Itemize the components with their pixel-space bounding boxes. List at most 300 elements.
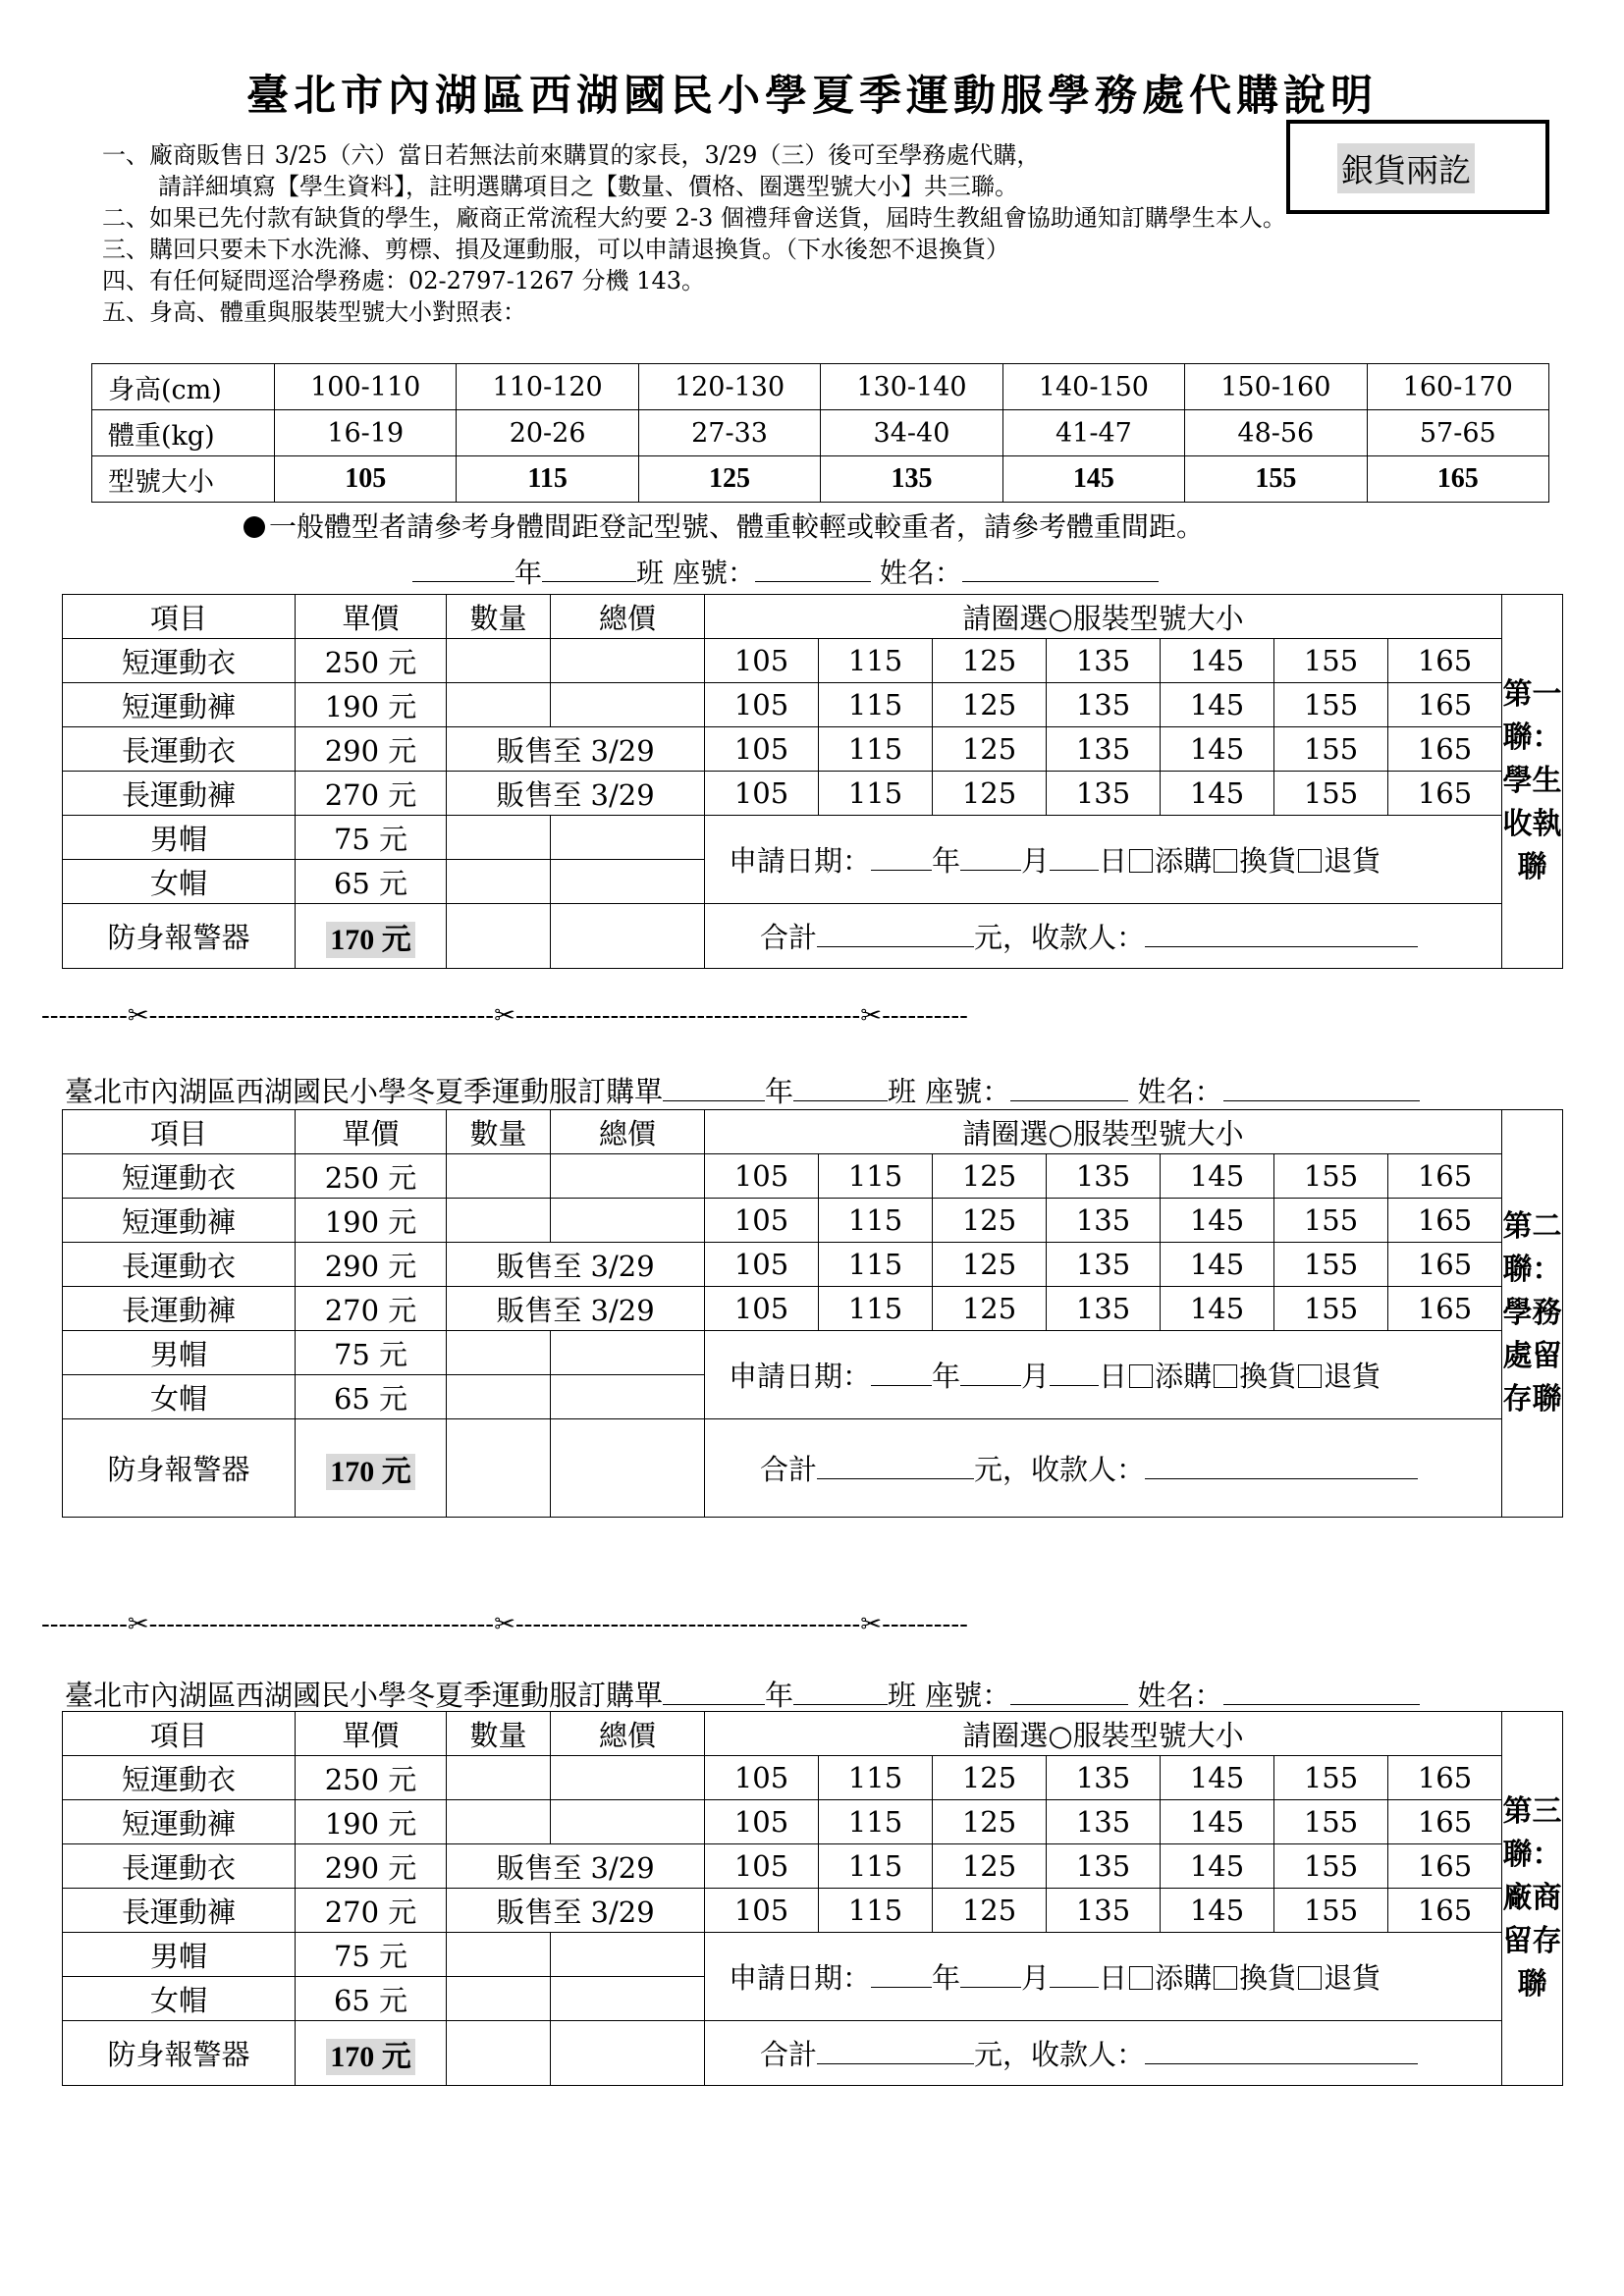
- year-blank[interactable]: [412, 557, 514, 582]
- size-option[interactable]: 105: [705, 639, 819, 683]
- item-price: 75 元: [296, 1933, 447, 1977]
- class-blank[interactable]: [542, 557, 636, 582]
- size-option[interactable]: 165: [1388, 1199, 1502, 1243]
- item-price: 270 元: [296, 772, 447, 816]
- qty-cell[interactable]: [447, 904, 551, 969]
- exchange-label: 換貨: [1239, 1360, 1297, 1393]
- order-header-2: [65, 1070, 1420, 1110]
- total-label: 合計: [760, 921, 818, 954]
- total-cell-row: [705, 1419, 1502, 1518]
- row-label: 身高(cm): [92, 364, 275, 410]
- qty-cell[interactable]: [447, 860, 551, 904]
- name-blank[interactable]: [1223, 1076, 1420, 1101]
- size-option[interactable]: 155: [1274, 1287, 1388, 1331]
- add-checkbox[interactable]: [1129, 1364, 1153, 1388]
- apply-month-blank[interactable]: [960, 1361, 1021, 1386]
- col-item: 項目: [63, 595, 296, 639]
- sale-note: 販售至 3/29: [447, 727, 705, 772]
- size-option[interactable]: 125: [933, 727, 1047, 772]
- seat-blank[interactable]: [1010, 1076, 1128, 1101]
- size-option[interactable]: 125: [933, 1844, 1047, 1889]
- item-name: 短運動褲: [63, 683, 296, 727]
- qty-cell[interactable]: [447, 1419, 551, 1518]
- order-form-copy-1: [62, 594, 1563, 969]
- sale-note: 販售至 3/29: [447, 1287, 705, 1331]
- item-row: [63, 816, 1563, 860]
- item-price: 270 元: [296, 1287, 447, 1331]
- size-option[interactable]: 135: [1047, 683, 1161, 727]
- receiver-label: 元，收款人：: [974, 1453, 1146, 1486]
- size-option[interactable]: 165: [1388, 1844, 1502, 1889]
- total-cell[interactable]: [551, 1199, 705, 1243]
- total-cell-row: [705, 2021, 1502, 2086]
- qty-cell[interactable]: [447, 683, 551, 727]
- return-checkbox[interactable]: [1298, 1364, 1322, 1388]
- size-option[interactable]: 135: [1047, 1287, 1161, 1331]
- item-price: 250 元: [296, 1756, 447, 1800]
- apply-month-label: 月: [1021, 1961, 1051, 1995]
- item-name: 女帽: [63, 1375, 296, 1419]
- size-cell: 27-33: [638, 410, 820, 456]
- size-option[interactable]: 125: [933, 1756, 1047, 1800]
- add-label: 添購: [1155, 844, 1213, 878]
- size-option[interactable]: 135: [1047, 1243, 1161, 1287]
- apply-date-label: 申請日期：: [729, 1360, 872, 1393]
- receiver-label: 元，收款人：: [974, 2038, 1146, 2071]
- size-cell: 150-160: [1185, 364, 1367, 410]
- size-cell: 110-120: [457, 364, 638, 410]
- form-header-row: [63, 1712, 1563, 1756]
- exchange-checkbox[interactable]: [1214, 1364, 1237, 1388]
- qty-cell[interactable]: [447, 1756, 551, 1800]
- item-name: 長運動褲: [63, 772, 296, 816]
- size-option[interactable]: 145: [1161, 727, 1274, 772]
- seat-blank[interactable]: [1010, 1680, 1128, 1705]
- size-option[interactable]: 105: [705, 1889, 819, 1933]
- qty-cell[interactable]: [447, 1375, 551, 1419]
- apply-year-blank[interactable]: [871, 1962, 932, 1988]
- size-option[interactable]: 145: [1161, 772, 1274, 816]
- apply-day-blank[interactable]: [1050, 845, 1099, 871]
- col-total: 總價: [551, 1110, 705, 1154]
- item-price: 65 元: [296, 1977, 447, 2021]
- col-size-select: 請圈選○服裝型號大小: [705, 1110, 1502, 1154]
- col-qty: 數量: [447, 595, 551, 639]
- total-cell[interactable]: [551, 1419, 705, 1518]
- return-checkbox[interactable]: [1298, 1966, 1322, 1990]
- size-option[interactable]: 155: [1274, 1844, 1388, 1889]
- size-option[interactable]: 165: [1388, 772, 1502, 816]
- name-blank[interactable]: [962, 557, 1159, 582]
- copy-label: 第一聯：學生收執聯: [1502, 595, 1563, 969]
- name-blank[interactable]: [1223, 1680, 1420, 1705]
- size-option[interactable]: 125: [933, 772, 1047, 816]
- size-option[interactable]: 115: [819, 1800, 933, 1844]
- item-name: 女帽: [63, 1977, 296, 2021]
- item-name: 短運動褲: [63, 1800, 296, 1844]
- apply-year-label: 年: [932, 1961, 961, 1995]
- total-cell[interactable]: [551, 639, 705, 683]
- receiver-blank[interactable]: [1145, 922, 1418, 947]
- size-option[interactable]: 125: [933, 1199, 1047, 1243]
- row-label: 體重(kg): [92, 410, 275, 456]
- size-option[interactable]: 145: [1161, 1800, 1274, 1844]
- size-option[interactable]: 115: [819, 1154, 933, 1199]
- size-option[interactable]: 125: [933, 1889, 1047, 1933]
- size-option[interactable]: 145: [1161, 683, 1274, 727]
- col-price: 單價: [296, 1110, 447, 1154]
- dash: ----------------------------------------: [514, 1001, 861, 1031]
- exchange-checkbox[interactable]: [1214, 849, 1237, 873]
- item-name: 短運動衣: [63, 639, 296, 683]
- receiver-blank[interactable]: [1145, 1454, 1418, 1479]
- item-row: [63, 1933, 1563, 1977]
- item-name: 長運動褲: [63, 1889, 296, 1933]
- size-option[interactable]: 125: [933, 1243, 1047, 1287]
- size-option[interactable]: 115: [819, 727, 933, 772]
- class-blank[interactable]: [793, 1680, 888, 1705]
- order-title: 臺北市內湖區西湖國民小學冬夏季運動服訂購單: [65, 1679, 664, 1712]
- bullet-icon: [244, 516, 265, 538]
- form-header-row: [63, 595, 1563, 639]
- size-option[interactable]: 115: [819, 1889, 933, 1933]
- year-label: 年: [765, 1679, 794, 1712]
- apply-year-blank[interactable]: [871, 845, 932, 871]
- qty-cell[interactable]: [447, 1977, 551, 2021]
- item-price: 270 元: [296, 1889, 447, 1933]
- size-option[interactable]: 105: [705, 727, 819, 772]
- dash: ----------------------------------------: [514, 1610, 861, 1639]
- exchange-checkbox[interactable]: [1214, 1966, 1237, 1990]
- size-option[interactable]: 135: [1047, 1844, 1161, 1889]
- apply-day-blank[interactable]: [1050, 1962, 1099, 1988]
- size-option[interactable]: 135: [1047, 772, 1161, 816]
- item-row: [63, 1154, 1563, 1199]
- size-option[interactable]: 155: [1274, 1199, 1388, 1243]
- apply-day-blank[interactable]: [1050, 1361, 1099, 1386]
- size-option[interactable]: 165: [1388, 1756, 1502, 1800]
- size-option[interactable]: 105: [705, 772, 819, 816]
- item-price: 190 元: [296, 1800, 447, 1844]
- sale-note: 販售至 3/29: [447, 772, 705, 816]
- apply-cell: [705, 816, 1502, 904]
- item-name: 長運動衣: [63, 727, 296, 772]
- col-size-select: 請圈選○服裝型號大小: [705, 595, 1502, 639]
- total-cell[interactable]: [551, 816, 705, 860]
- note-3: 三、購回只要未下水洗滌、剪標、損及運動服，可以申請退換貨。（下水後恕不退換貨）: [102, 236, 1009, 263]
- item-name: 短運動褲: [63, 1199, 296, 1243]
- col-item: 項目: [63, 1712, 296, 1756]
- size-cell: 100-110: [275, 364, 457, 410]
- item-name: 男帽: [63, 1933, 296, 1977]
- dash: ----------: [41, 1001, 128, 1031]
- size-option[interactable]: 155: [1274, 1154, 1388, 1199]
- size-option[interactable]: 135: [1047, 1154, 1161, 1199]
- paid-stamp: [1286, 120, 1549, 214]
- apply-year-label: 年: [932, 1360, 961, 1393]
- total-blank[interactable]: [817, 922, 974, 947]
- item-price: 65 元: [296, 1375, 447, 1419]
- total-cell[interactable]: [551, 1756, 705, 1800]
- cut-line: [41, 1610, 1602, 1639]
- size-cell: 48-56: [1185, 410, 1367, 456]
- cut-line: [41, 1001, 1602, 1031]
- size-option[interactable]: 155: [1274, 1243, 1388, 1287]
- note-5: 五、身高、體重與服裝型號大小對照表：: [102, 298, 526, 326]
- size-option[interactable]: 165: [1388, 1800, 1502, 1844]
- col-total: 總價: [551, 1712, 705, 1756]
- height-row: [92, 364, 1549, 410]
- total-cell[interactable]: [551, 2021, 705, 2086]
- qty-cell[interactable]: [447, 1933, 551, 1977]
- size-option[interactable]: 125: [933, 1287, 1047, 1331]
- item-row: [63, 683, 1563, 727]
- size-option[interactable]: 115: [819, 772, 933, 816]
- size-option[interactable]: 145: [1161, 1889, 1274, 1933]
- size-option[interactable]: 155: [1274, 1889, 1388, 1933]
- size-option[interactable]: 115: [819, 683, 933, 727]
- size-option[interactable]: 145: [1161, 639, 1274, 683]
- total-cell[interactable]: [551, 904, 705, 969]
- size-chart: [91, 363, 1549, 503]
- size-option[interactable]: 145: [1161, 1844, 1274, 1889]
- return-label: 退貨: [1324, 844, 1381, 878]
- scissors-icon: ✂: [494, 1001, 515, 1031]
- year-blank[interactable]: [663, 1680, 765, 1705]
- total-blank[interactable]: [817, 2039, 974, 2064]
- col-qty: 數量: [447, 1712, 551, 1756]
- add-checkbox[interactable]: [1129, 849, 1153, 873]
- item-name: 長運動衣: [63, 1844, 296, 1889]
- item-row: [63, 1243, 1563, 1287]
- seat-blank[interactable]: [755, 557, 871, 582]
- total-cell[interactable]: [551, 1800, 705, 1844]
- apply-day-label: 日: [1099, 1360, 1128, 1393]
- size-option[interactable]: 145: [1161, 1199, 1274, 1243]
- instructions: [102, 139, 1286, 328]
- total-cell[interactable]: [551, 1933, 705, 1977]
- order-form-copy-2: [62, 1109, 1563, 1518]
- total-cell[interactable]: [551, 1977, 705, 2021]
- total-label: 合計: [760, 1453, 818, 1486]
- apply-year-blank[interactable]: [871, 1361, 932, 1386]
- size-option[interactable]: 145: [1161, 1287, 1274, 1331]
- size-cell: 16-19: [275, 410, 457, 456]
- size-option[interactable]: 165: [1388, 1889, 1502, 1933]
- item-name: 長運動褲: [63, 1287, 296, 1331]
- size-option[interactable]: 105: [705, 1154, 819, 1199]
- item-price: 290 元: [296, 1243, 447, 1287]
- size-option[interactable]: 125: [933, 1154, 1047, 1199]
- scissors-icon: ✂: [860, 1001, 883, 1031]
- total-cell[interactable]: [551, 860, 705, 904]
- class-label: 班: [636, 557, 665, 589]
- exchange-label: 換貨: [1239, 1961, 1297, 1995]
- size-option[interactable]: 105: [705, 1287, 819, 1331]
- size-cell: 41-47: [1002, 410, 1184, 456]
- size-cell: 140-150: [1002, 364, 1184, 410]
- item-row: [63, 904, 1563, 969]
- item-row: [63, 1800, 1563, 1844]
- size-option[interactable]: 125: [933, 1800, 1047, 1844]
- size-cell: 155: [1185, 456, 1367, 503]
- return-checkbox[interactable]: [1298, 849, 1322, 873]
- size-option[interactable]: 105: [705, 1844, 819, 1889]
- note-1: 一、廠商販售日 3/25（六）當日若無法前來購買的家長，3/29（三）後可至學務處代購，: [102, 141, 1041, 169]
- size-option[interactable]: 155: [1274, 1756, 1388, 1800]
- item-price: 290 元: [296, 1844, 447, 1889]
- student-info-line-1: [412, 552, 1159, 591]
- size-option[interactable]: 145: [1161, 1243, 1274, 1287]
- size-cell: 120-130: [638, 364, 820, 410]
- size-option[interactable]: 105: [705, 1756, 819, 1800]
- year-label: 年: [514, 557, 543, 589]
- size-option[interactable]: 115: [819, 1287, 933, 1331]
- qty-cell[interactable]: [447, 1154, 551, 1199]
- item-row: [63, 2021, 1563, 2086]
- size-option[interactable]: 105: [705, 683, 819, 727]
- apply-month-blank[interactable]: [960, 1962, 1021, 1988]
- size-option[interactable]: 105: [705, 1243, 819, 1287]
- size-option[interactable]: 145: [1161, 1756, 1274, 1800]
- qty-cell[interactable]: [447, 1331, 551, 1375]
- qty-cell[interactable]: [447, 639, 551, 683]
- highlight-price: 170 元: [326, 2039, 415, 2075]
- scissors-icon: ✂: [127, 1610, 149, 1639]
- size-option[interactable]: 105: [705, 1199, 819, 1243]
- weight-row: [92, 410, 1549, 456]
- size-option[interactable]: 155: [1274, 727, 1388, 772]
- apply-date-label: 申請日期：: [729, 844, 872, 878]
- item-price: 190 元: [296, 683, 447, 727]
- apply-month-blank[interactable]: [960, 845, 1021, 871]
- copy-label: 第二聯：學務處留存聯: [1502, 1110, 1563, 1518]
- size-option[interactable]: 115: [819, 1844, 933, 1889]
- name-label: 姓名：: [1137, 1679, 1223, 1712]
- size-option[interactable]: 135: [1047, 1800, 1161, 1844]
- size-hint: [244, 506, 1204, 545]
- stamp-text: 銀貨兩訖: [1337, 143, 1475, 193]
- add-label: 添購: [1155, 1961, 1213, 1995]
- item-row: [63, 772, 1563, 816]
- size-option[interactable]: 135: [1047, 639, 1161, 683]
- receiver-blank[interactable]: [1145, 2039, 1418, 2064]
- size-option[interactable]: 135: [1047, 1199, 1161, 1243]
- item-row: [63, 1756, 1563, 1800]
- form-header-row: [63, 1110, 1563, 1154]
- hint-text: 一般體型者請參考身體間距登記型號、體重較輕或較重者，請參考體重間距。: [269, 510, 1205, 543]
- apply-date-label: 申請日期：: [729, 1961, 872, 1995]
- sale-note: 販售至 3/29: [447, 1844, 705, 1889]
- size-cell: 34-40: [821, 410, 1002, 456]
- qty-cell[interactable]: [447, 816, 551, 860]
- size-option[interactable]: 165: [1388, 1243, 1502, 1287]
- seat-label: 座號：: [672, 557, 755, 589]
- total-blank[interactable]: [817, 1454, 974, 1479]
- dash: ----------: [882, 1610, 968, 1639]
- total-cell[interactable]: [551, 1154, 705, 1199]
- item-price: 75 元: [296, 816, 447, 860]
- total-cell[interactable]: [551, 1331, 705, 1375]
- sale-note: 販售至 3/29: [447, 1889, 705, 1933]
- row-label: 型號大小: [92, 456, 275, 503]
- item-row: [63, 639, 1563, 683]
- col-total: 總價: [551, 595, 705, 639]
- size-cell: 20-26: [457, 410, 638, 456]
- order-title: 臺北市內湖區西湖國民小學冬夏季運動服訂購單: [65, 1075, 664, 1108]
- size-option[interactable]: 165: [1388, 1287, 1502, 1331]
- scissors-icon: ✂: [494, 1610, 515, 1639]
- size-option[interactable]: 165: [1388, 683, 1502, 727]
- total-cell[interactable]: [551, 1375, 705, 1419]
- col-price: 單價: [296, 1712, 447, 1756]
- class-label: 班: [888, 1075, 917, 1108]
- class-blank[interactable]: [793, 1076, 888, 1101]
- item-name: 男帽: [63, 1331, 296, 1375]
- size-option[interactable]: 135: [1047, 1889, 1161, 1933]
- size-option[interactable]: 125: [933, 683, 1047, 727]
- item-price: 190 元: [296, 1199, 447, 1243]
- size-option[interactable]: 125: [933, 639, 1047, 683]
- year-blank[interactable]: [663, 1076, 765, 1101]
- qty-cell[interactable]: [447, 1800, 551, 1844]
- col-item: 項目: [63, 1110, 296, 1154]
- size-option[interactable]: 155: [1274, 772, 1388, 816]
- size-option[interactable]: 155: [1274, 683, 1388, 727]
- size-option[interactable]: 165: [1388, 727, 1502, 772]
- note-1-cont: 請詳細填寫【學生資料】，註明選購項目之【數量、價格、圈選型號大小】共三聯。: [158, 173, 1018, 200]
- item-name: 短運動衣: [63, 1154, 296, 1199]
- order-form-copy-3: [62, 1711, 1563, 2086]
- sale-note: 販售至 3/29: [447, 1243, 705, 1287]
- total-cell[interactable]: [551, 683, 705, 727]
- size-option[interactable]: 115: [819, 1199, 933, 1243]
- size-option[interactable]: 135: [1047, 1756, 1161, 1800]
- apply-cell: [705, 1933, 1502, 2021]
- size-cell: 115: [457, 456, 638, 503]
- qty-cell[interactable]: [447, 1199, 551, 1243]
- item-name: 防身報警器: [63, 2021, 296, 2086]
- size-option[interactable]: 105: [705, 1800, 819, 1844]
- add-checkbox[interactable]: [1129, 1966, 1153, 1990]
- size-option[interactable]: 145: [1161, 1154, 1274, 1199]
- dash: ----------: [882, 1001, 968, 1031]
- item-name: 防身報警器: [63, 904, 296, 969]
- size-cell: 160-170: [1367, 364, 1548, 410]
- total-cell-row: [705, 904, 1502, 969]
- size-option[interactable]: 115: [819, 1243, 933, 1287]
- apply-day-label: 日: [1099, 844, 1128, 878]
- size-option[interactable]: 165: [1388, 639, 1502, 683]
- item-price: 250 元: [296, 639, 447, 683]
- dash: ----------: [41, 1610, 128, 1639]
- size-cell: 165: [1367, 456, 1548, 503]
- item-name: 女帽: [63, 860, 296, 904]
- return-label: 退貨: [1324, 1961, 1381, 1995]
- note-4: 四、有任何疑問逕洽學務處：02-2797-1267 分機 143。: [102, 267, 705, 294]
- size-option[interactable]: 115: [819, 1756, 933, 1800]
- return-label: 退貨: [1324, 1360, 1381, 1393]
- size-option[interactable]: 155: [1274, 639, 1388, 683]
- apply-month-label: 月: [1021, 844, 1051, 878]
- class-label: 班: [888, 1679, 917, 1712]
- size-option[interactable]: 165: [1388, 1154, 1502, 1199]
- size-option[interactable]: 155: [1274, 1800, 1388, 1844]
- size-option[interactable]: 135: [1047, 727, 1161, 772]
- size-option[interactable]: 115: [819, 639, 933, 683]
- qty-cell[interactable]: [447, 2021, 551, 2086]
- size-cell: 57-65: [1367, 410, 1548, 456]
